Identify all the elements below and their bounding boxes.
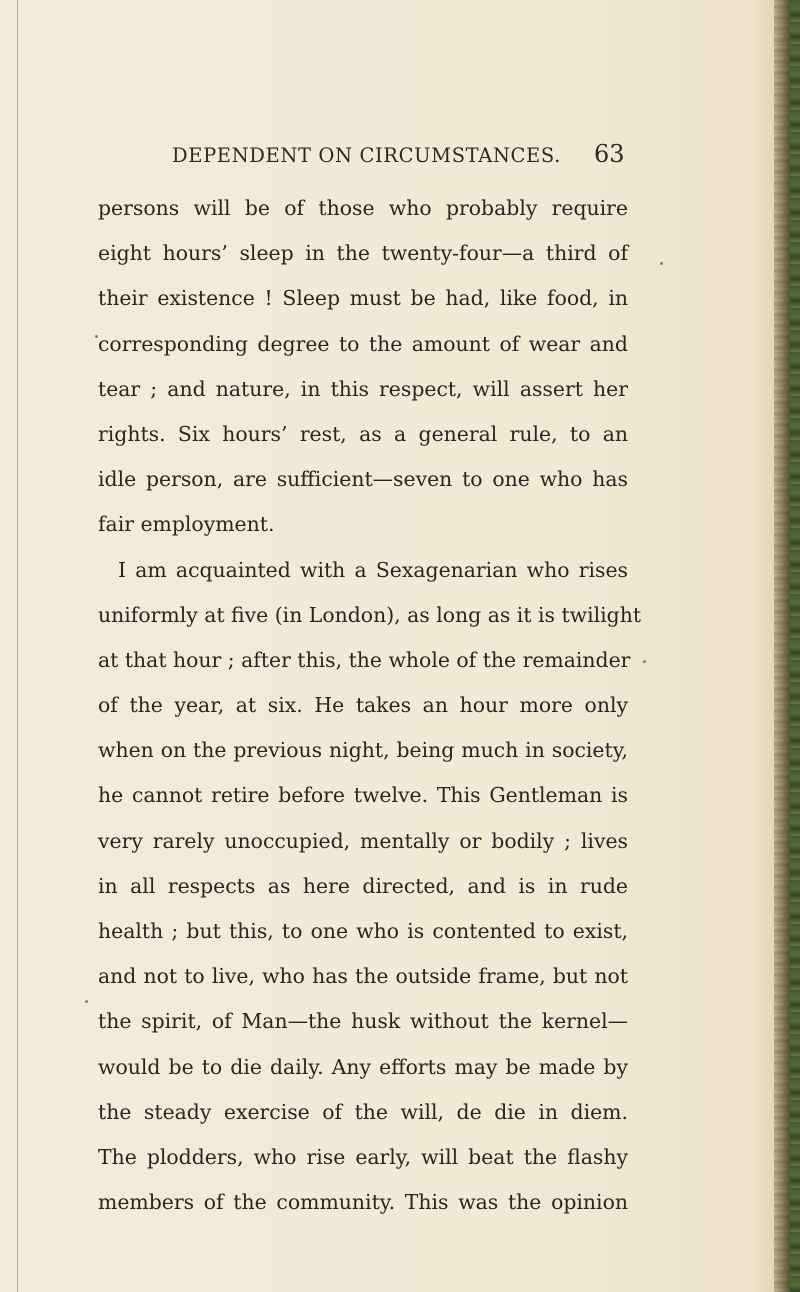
text-line: uniformly at five (in London), as long as it is twilight	[98, 602, 642, 627]
margin-speck	[95, 335, 98, 338]
text-line: of the year, at six. He takes an hour more only	[98, 693, 628, 718]
text-line: members of the community. This was the opinion	[98, 1190, 628, 1215]
text-line: corresponding degree to the amount of wear and	[98, 331, 628, 356]
book-binding-edge	[774, 0, 800, 1292]
text-line: idle person, are sufficient—seven to one who has	[98, 467, 628, 492]
text-line: in all respects as here directed, and is in rude	[98, 873, 628, 898]
margin-speck	[85, 1000, 88, 1003]
body-text	[98, 186, 642, 1225]
page-number: 63	[594, 140, 625, 168]
text-line: The plodders, who rise early, will beat the flashy	[98, 1144, 628, 1169]
text-line: fair employment.	[98, 512, 275, 537]
text-line: very rarely unoccupied, mentally or bodily ; lives	[98, 828, 628, 853]
cover-edge-strip	[790, 0, 800, 1292]
text-line: and not to live, who has the outside frame, but not	[98, 964, 628, 989]
text-line: the spirit, of Man—the husk without the kernel—	[98, 1009, 628, 1034]
text-line: tear ; and nature, in this respect, will assert her	[98, 376, 628, 401]
text-line: would be to die daily. Any efforts may be made by	[98, 1054, 628, 1079]
margin-speck	[660, 262, 663, 265]
text-line: I am acquainted with a Sexagenarian who rises	[118, 557, 628, 582]
page-edge-rule	[17, 0, 18, 1292]
text-line: persons will be of those who probably require	[98, 196, 628, 220]
margin-speck	[643, 660, 646, 663]
text-line: at that hour ; after this, the whole of the remainder	[98, 647, 631, 672]
text-line: rights. Six hours’ rest, as a general rule, to an	[98, 421, 628, 446]
running-head	[172, 140, 642, 174]
text-line: the steady exercise of the will, de die in diem.	[98, 1099, 628, 1124]
text-line: health ; but this, to one who is contented to exist,	[98, 919, 628, 943]
text-line: he cannot retire before twelve. This Gentleman is	[98, 783, 628, 808]
text-line: eight hours’ sleep in the twenty-four—a third of	[98, 241, 628, 266]
text-line: their existence ! Sleep must be had, like food, in	[98, 286, 628, 311]
running-title: DEPENDENT ON CIRCUMSTANCES.	[172, 144, 561, 167]
text-line: when on the previous night, being much in society,	[98, 738, 628, 763]
